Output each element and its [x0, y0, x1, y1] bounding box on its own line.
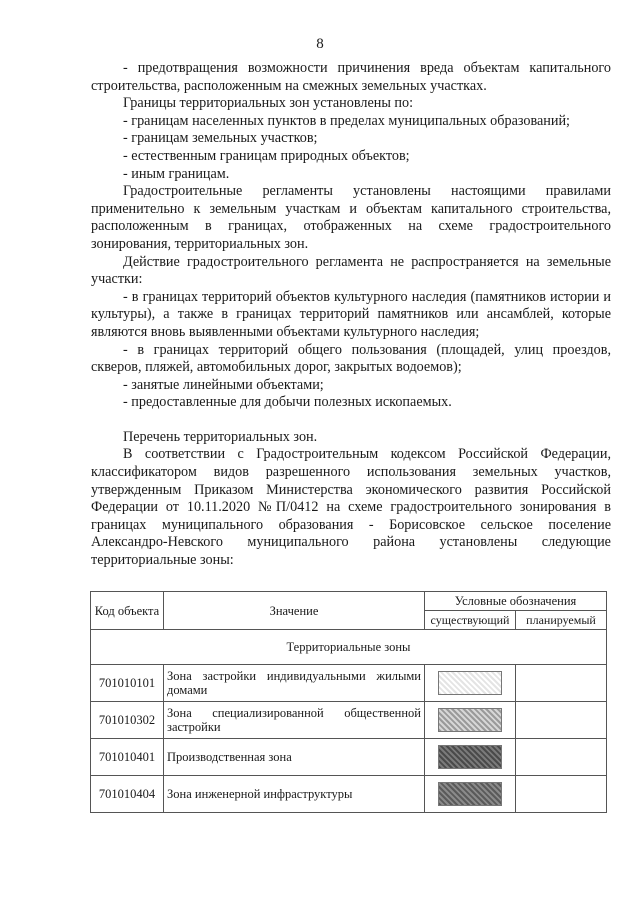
page-number: 8 — [316, 36, 324, 52]
list-item-settlement-borders: - границам населенных пунктов в пределах муниципальных образований; — [123, 112, 571, 129]
paragraph-zone-borders-intro: Границы территориальных зон установлены по: — [123, 95, 414, 112]
header-planned: планируемый — [516, 611, 607, 630]
paragraph-harm-prevention: - предотвращения возможности причинения вреда объектам капитального строительства, расположенным на смежных земельных участках. — [91, 60, 611, 94]
table-row — [91, 776, 607, 813]
document-body — [91, 60, 611, 570]
table-row — [91, 739, 607, 776]
legend-planned — [516, 665, 607, 702]
paragraph-regulation-exceptions: Действие градостроительного регламента не распространяется на земельные участки: — [91, 253, 611, 288]
header-legend: Условные обозначения — [425, 592, 607, 611]
zone-value: Зона застройки индивидуальными жилыми домами — [164, 665, 425, 702]
legend-planned — [516, 702, 607, 739]
table-row — [91, 665, 607, 702]
industrial-zone-swatch — [438, 745, 502, 769]
engineering-zone-swatch — [438, 782, 502, 806]
list-item-mining: - предоставленные для добычи полезных ископаемых. — [123, 394, 452, 411]
zone-value: Зона специализированной общественной застройки — [164, 702, 425, 739]
list-item-natural-borders: - естественным границам природных объектов; — [123, 147, 410, 164]
legend-planned — [516, 739, 607, 776]
list-item-linear-objects: - занятые линейными объектами; — [123, 376, 324, 393]
zone-value: Зона инженерной инфраструктуры — [164, 776, 425, 813]
zone-code: 701010401 — [91, 739, 164, 776]
paragraph-zone-list-intro: В соответствии с Градостроительным кодексом Российской Федерации, классификатором видов разрешенного использования земельных участков, утвержденным Приказом Министерства экономического развития Российской Федерации от 10.11.2020 №П/0412 на схеме градостроительного зонирования в границах муниципального образования - Борисовское сельское поселение Александро-Невского муниципального района установлены следующие территориальные зоны: — [91, 446, 611, 569]
section-heading-zone-list: Перечень территориальных зон. — [123, 428, 318, 445]
header-value: Значение — [164, 592, 425, 630]
zone-code: 701010101 — [91, 665, 164, 702]
list-item-land-plot-borders: - границам земельных участков; — [123, 130, 318, 147]
header-existing: существующий — [425, 611, 516, 630]
paragraph-regulations: Градостроительные регламенты установлены настоящими правилами применительно к земельным участкам и объектам капитального строительства, расположенным в границах, отображенных на схеме градостроительного зонирования, территориальных зон. — [91, 183, 611, 252]
section-territorial-zones: Территориальные зоны — [91, 630, 607, 665]
legend-existing — [425, 702, 516, 739]
list-item-cultural-heritage: - в границах территорий объектов культурного наследия (памятников истории и культуры), а также в границах территорий памятников или ансамблей, которые являются вновь выявленными объектами культурного наследия; — [91, 288, 611, 340]
zone-code: 701010302 — [91, 702, 164, 739]
legend-existing — [425, 739, 516, 776]
zone-value: Производственная зона — [164, 739, 425, 776]
list-item-other-borders: - иным границам. — [123, 165, 230, 182]
legend-existing — [425, 665, 516, 702]
territorial-zones-table — [90, 591, 607, 813]
public-zone-swatch — [438, 708, 502, 732]
table-row — [91, 702, 607, 739]
list-item-public-areas: - в границах территорий общего пользования (площадей, улиц проездов, скверов, пляжей, автомобильных дорог, закрытых водоемов); — [91, 341, 611, 376]
header-code: Код объекта — [91, 592, 164, 630]
legend-existing — [425, 776, 516, 813]
zone-code: 701010404 — [91, 776, 164, 813]
residential-zone-swatch — [438, 671, 502, 695]
legend-planned — [516, 776, 607, 813]
